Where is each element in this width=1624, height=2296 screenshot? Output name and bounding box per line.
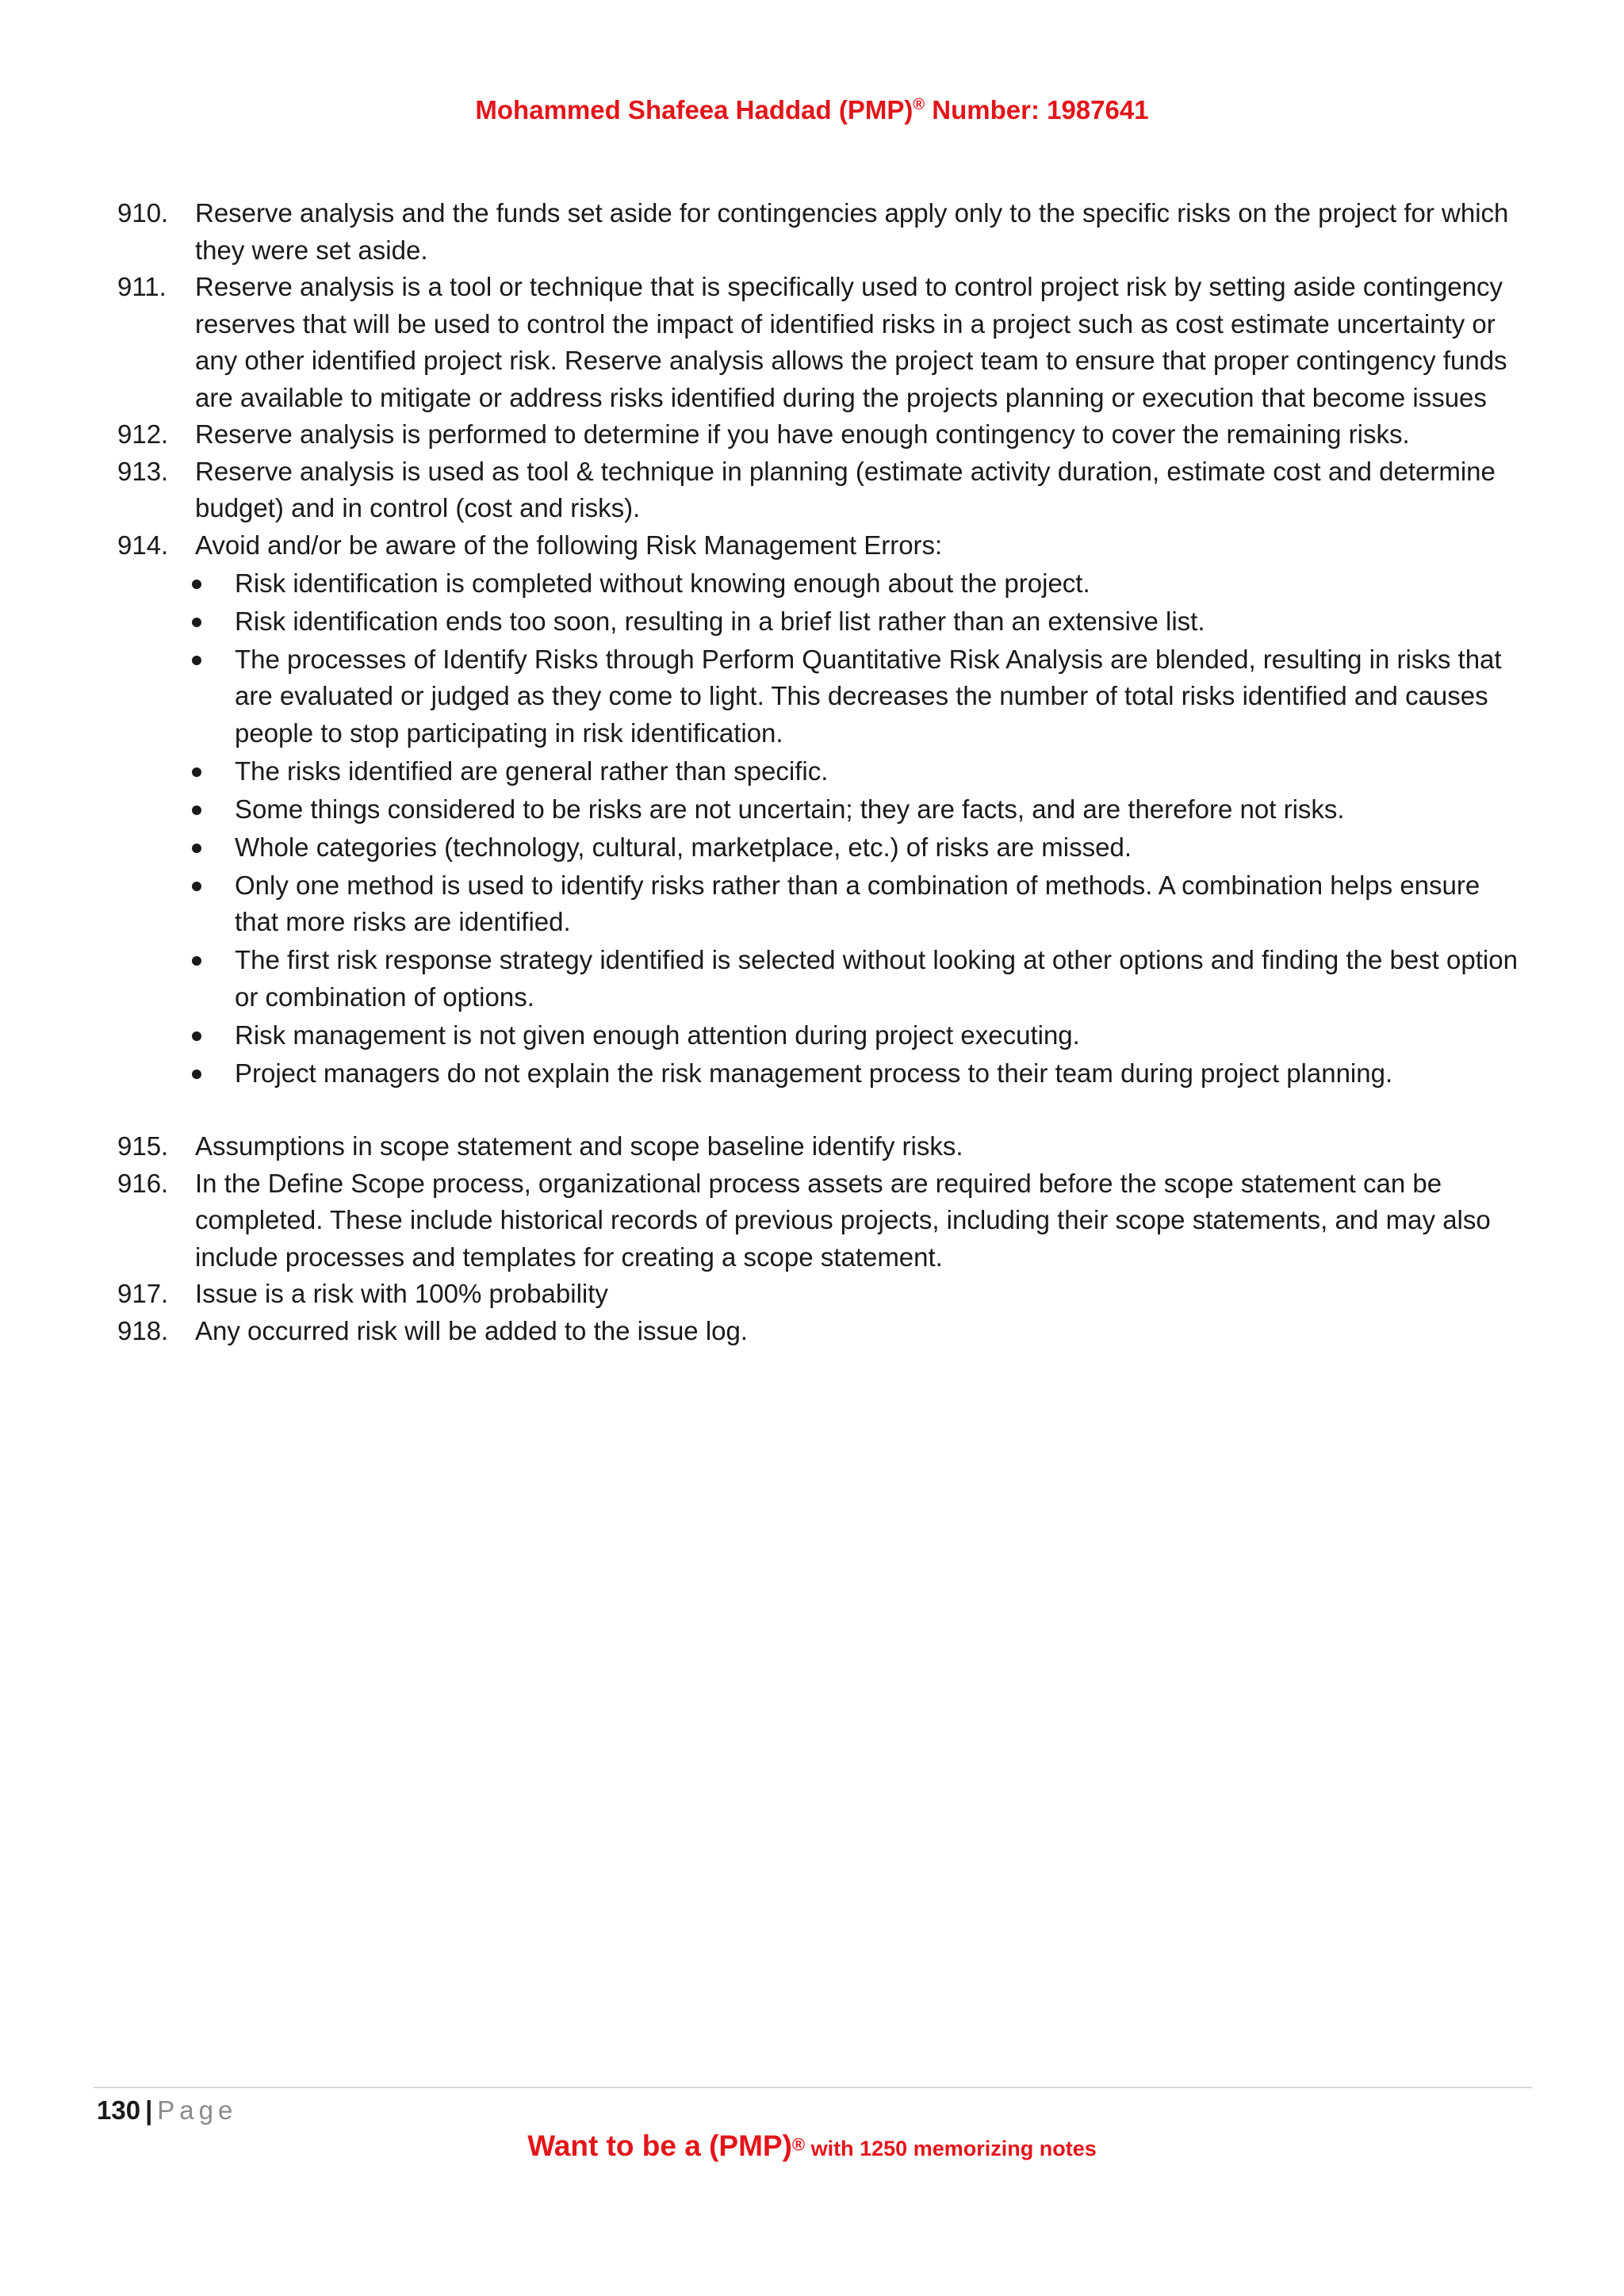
footer-divider: [94, 2087, 1532, 2088]
item-text: Reserve analysis and the funds set aside for contingencies apply only to the specific risks on the project for which they were set aside.: [195, 198, 1509, 265]
bullet-item: [235, 829, 1529, 867]
list-item: [117, 269, 1529, 416]
bullet-dot-icon: [192, 1070, 201, 1079]
list-item: [117, 527, 1529, 564]
bullet-text: Risk management is not given enough attention during project executing.: [235, 1020, 1080, 1050]
bullet-dot-icon: [192, 618, 201, 627]
item-text: Avoid and/or be aware of the following Risk Management Errors:: [195, 530, 943, 560]
item-text: Reserve analysis is a tool or technique that is specifically used to control project risk by setting aside contingency reserves that will be used to control the impact of identified risks in a project such as cost estimate uncertainty or any other identified project risk. Reserve analysis allows the project team to ensure that proper contingency funds are available to mitigate or address risks identified during the projects planning or execution that become issues: [195, 272, 1507, 412]
item-text: Assumptions in scope statement and scope baseline identify risks.: [195, 1131, 963, 1161]
bullet-item: [235, 603, 1529, 641]
item-number: 918.: [117, 1315, 169, 1345]
bullet-text: Some things considered to be risks are not uncertain; they are facts, and are therefore not risks.: [235, 794, 1345, 824]
page-number: 130: [97, 2095, 141, 2125]
footer-page-number: [97, 2093, 237, 2128]
list-item: [117, 195, 1529, 269]
item-number: 912.: [117, 419, 169, 449]
bullet-dot-icon: [192, 882, 201, 891]
bullet-text: Risk identification ends too soon, resulting in a brief list rather than an extensive list.: [235, 606, 1205, 636]
bullet-item: [235, 1055, 1529, 1093]
bullet-dot-icon: [192, 1031, 201, 1041]
bullet-dot-icon: [192, 844, 201, 853]
bullet-item: [235, 1017, 1529, 1054]
numbered-notes-list-continued: [117, 1128, 1529, 1349]
header-prefix: Mohammed Shafeea Haddad (PMP): [475, 95, 914, 124]
bullet-item: [235, 565, 1529, 603]
item-number: 910.: [117, 198, 169, 228]
item-number: 917.: [117, 1279, 169, 1308]
item-text: In the Define Scope process, organizational process assets are required before the scope statement can be completed. These include historical records of previous projects, including their scope statements, and may also include processes and templates for creating a scope statement.: [195, 1168, 1491, 1272]
item-text: Reserve analysis is used as tool & technique in planning (estimate activity duration, estimate cost and determine budget) and in control (cost and risks).: [195, 456, 1496, 522]
bullet-text: Project managers do not explain the risk management process to their team during project planning.: [235, 1058, 1393, 1088]
footer-tagline: [0, 2130, 1624, 2163]
bullet-dot-icon: [192, 806, 201, 815]
list-item: [117, 453, 1529, 527]
bullet-item: [235, 867, 1529, 941]
bullet-item: [235, 791, 1529, 828]
bullet-dot-icon: [192, 656, 201, 665]
list-item: [117, 1313, 1529, 1350]
list-item: [117, 416, 1529, 453]
bullet-text: The risks identified are general rather than specific.: [235, 756, 829, 786]
risk-errors-bullet-list: [117, 565, 1529, 1093]
item-number: 911.: [117, 272, 167, 301]
list-item: [117, 1128, 1529, 1165]
list-item: [117, 1276, 1529, 1313]
page-separator: |: [145, 2095, 153, 2125]
item-text: Issue is a risk with 100% probability: [195, 1279, 608, 1308]
item-number: 915.: [117, 1131, 169, 1161]
bullet-item: [235, 753, 1529, 790]
bullet-text: The first risk response strategy identified is selected without looking at other options and finding the best option or combination of options.: [235, 945, 1518, 1012]
bullet-text: Whole categories (technology, cultural, marketplace, etc.) of risks are missed.: [235, 832, 1132, 862]
item-number: 914.: [117, 530, 169, 560]
bullet-dot-icon: [192, 956, 201, 966]
bullet-text: Risk identification is completed without knowing enough about the project.: [235, 568, 1090, 598]
bullet-dot-icon: [192, 767, 201, 777]
numbered-notes-list: [117, 195, 1529, 564]
tagline-small: with 1250 memorizing notes: [805, 2137, 1097, 2160]
header-registered-mark: ®: [913, 96, 925, 113]
item-number: 916.: [117, 1168, 169, 1198]
page-word: Page: [157, 2095, 238, 2125]
tagline-main: Want to be a (PMP): [527, 2130, 792, 2162]
bullet-item: [235, 641, 1529, 752]
item-text: Any occurred risk will be added to the issue log.: [195, 1315, 749, 1345]
item-number: 913.: [117, 456, 169, 486]
bullet-text: The processes of Identify Risks through Perform Quantitative Risk Analysis are blended, resulting in risks that are evaluated or judged as they come to light. This decreases the number of total risks identified and causes people to stop participating in risk identification.: [235, 644, 1502, 748]
page-content: [117, 195, 1529, 1349]
header-suffix: Number: 1987641: [925, 95, 1149, 124]
tagline-registered-mark: ®: [791, 2134, 806, 2155]
bullet-item: [235, 942, 1529, 1016]
item-text: Reserve analysis is performed to determine if you have enough contingency to cover the remaining risks.: [195, 419, 1410, 449]
bullet-dot-icon: [192, 580, 201, 589]
list-item: [117, 1165, 1529, 1276]
bullet-text: Only one method is used to identify risks rather than a combination of methods. A combination helps ensure that more risks are identified.: [235, 870, 1480, 936]
page-header: [0, 95, 1624, 125]
